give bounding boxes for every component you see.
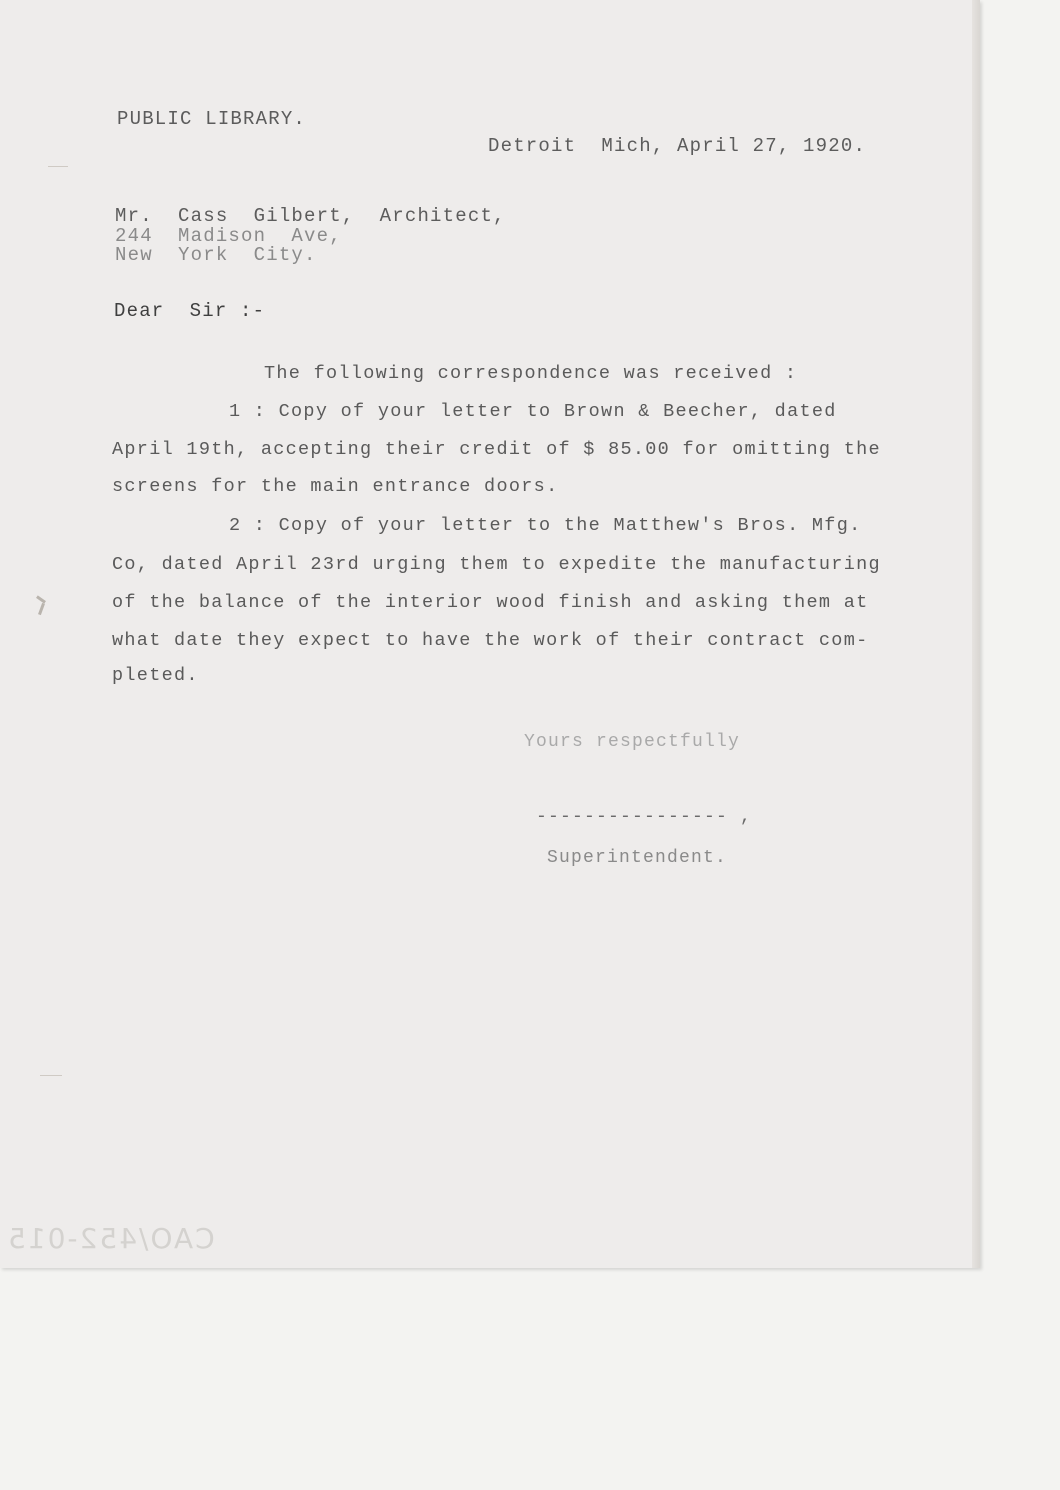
dateline: Detroit Mich, April 27, 1920.	[488, 135, 867, 157]
recipient-line-2: 244 Madison Ave,	[115, 225, 342, 247]
item1-line-1: 1 : Copy of your letter to Brown & Beecher, dated	[229, 401, 837, 422]
recipient-line-3: New York City.	[115, 244, 317, 266]
body-intro: The following correspondence was received :	[264, 363, 798, 384]
item2-line-4: what date they expect to have the work of their contract com-	[112, 630, 869, 651]
paper-mark	[48, 166, 68, 167]
item1-line-3: screens for the main entrance doors.	[112, 476, 559, 497]
signature-title: Superintendent.	[547, 848, 728, 868]
item2-line-5: pleted.	[112, 665, 199, 686]
paper-edge	[972, 0, 980, 1268]
letterhead: PUBLIC LIBRARY.	[117, 108, 307, 130]
closing: Yours respectfully	[524, 732, 741, 752]
signature-line: ---------------- ,	[536, 807, 753, 827]
archive-stamp: CAO/452-015	[6, 1222, 215, 1255]
recipient-line-1: Mr. Cass Gilbert, Architect,	[115, 205, 506, 227]
salutation: Dear Sir :-	[114, 300, 266, 322]
item2-line-2: Co, dated April 23rd urging them to expedite the manufacturing	[112, 554, 881, 575]
paper-mark	[40, 1075, 62, 1076]
item2-line-3: of the balance of the interior wood finish and asking them at	[112, 592, 869, 613]
item1-line-2: April 19th, accepting their credit of $ 85.00 for omitting the	[112, 439, 881, 460]
item2-line-1: 2 : Copy of your letter to the Matthew's Bros. Mfg.	[229, 515, 862, 536]
